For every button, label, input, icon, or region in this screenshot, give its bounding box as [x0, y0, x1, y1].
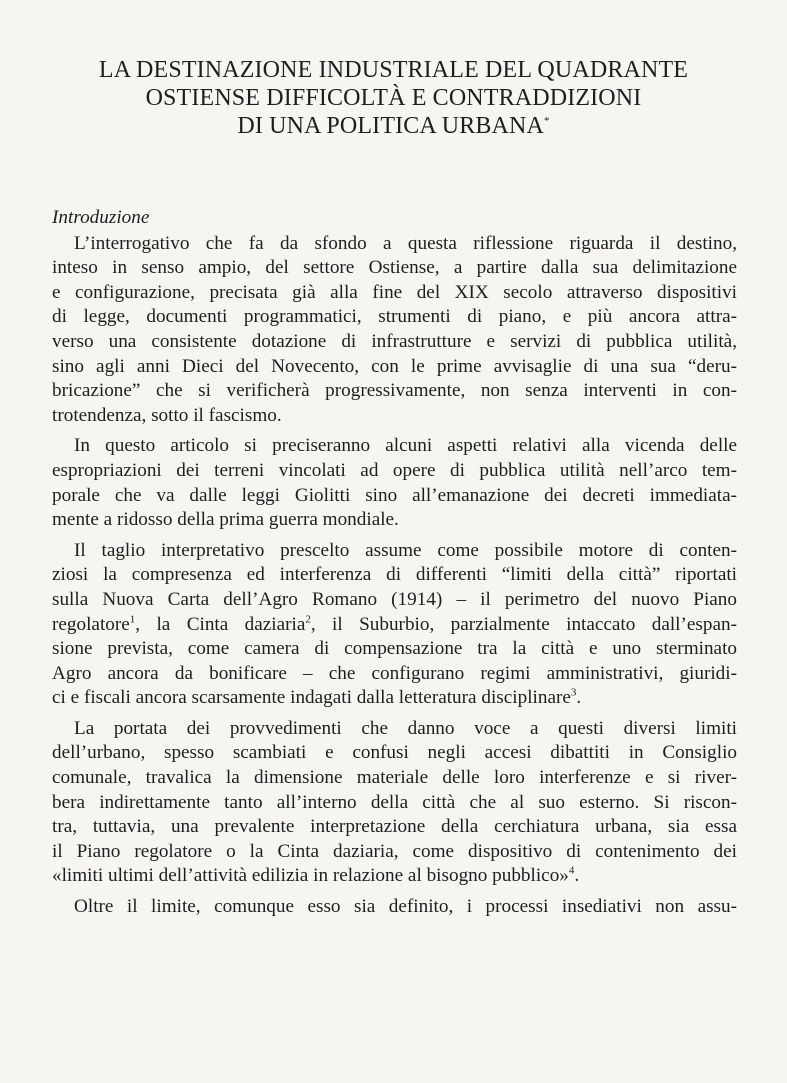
- title-line: [60, 112, 727, 140]
- text-line: e configurazione, precisata già alla fine del XIX secolo attraverso dispositivi: [52, 281, 737, 303]
- text-line: La portata dei provvedimenti che danno voce a questi diversi limiti: [74, 717, 737, 739]
- text-line: tra, tuttavia, una prevalente interpretazione della cerchiatura urbana, sia essa: [52, 816, 737, 838]
- article-title: [60, 56, 727, 140]
- text-line: di legge, documenti programmatici, strumenti di piano, e più ancora attra-: [52, 306, 737, 328]
- text-line: comunale, travalica la dimensione materiale delle loro interferenze e si river-: [52, 767, 737, 789]
- text-line: mente a ridosso della prima guerra mondiale.: [52, 509, 399, 531]
- text-line: sulla Nuova Carta dell’Agro Romano (1914) – il perimetro del nuovo Piano: [52, 588, 737, 610]
- text-line: trotendenza, sotto il fascismo.: [52, 404, 282, 426]
- footnote-reference: 3: [570, 686, 577, 699]
- text-line: L’interrogativo che fa da sfondo a questa riflessione riguarda il destino,: [74, 232, 737, 254]
- text-line: bricazione” che si verificherà progressivamente, non senza interventi in con-: [52, 380, 737, 402]
- text-line: sino agli anni Dieci del Novecento, con le prime avvisaglie di una sua “deru-: [52, 355, 737, 377]
- text-line: «limiti ultimi dell’attività edilizia in relazione al bisogno pubblico»$^4$.: [52, 865, 580, 887]
- paragraphs-container: [52, 232, 737, 920]
- paragraph: [52, 539, 737, 711]
- footnote-reference: 1: [129, 613, 136, 626]
- text-line: sione prevista, come camera di compensazione tra la città e uno sterminato: [52, 638, 737, 660]
- footnote-reference: 4: [568, 865, 575, 878]
- text-line: Agro ancora da bonificare – che configurano regimi amministrativi, giuridi-: [52, 662, 737, 684]
- section-heading: Introduzione: [52, 207, 150, 228]
- text-line: dell’urbano, spesso scambiati e confusi negli accesi dibattiti in Consiglio: [52, 742, 737, 764]
- text-line: Oltre il limite, comunque esso sia definito, i processi insediativi non assu-: [74, 896, 737, 918]
- paragraph: [52, 895, 737, 920]
- text-line: inteso in senso ampio, del settore Ostiense, a partire dalla sua delimitazione: [52, 257, 737, 279]
- article-body: [52, 206, 737, 926]
- footnote-reference: 2: [305, 613, 311, 626]
- text-line: porale che va dalle leggi Giolitti sino all’emanazione dei decreti immediata-: [52, 484, 737, 506]
- paragraph: [52, 434, 737, 532]
- paragraph: [52, 232, 737, 429]
- text-line: ci e fiscali ancora scarsamente indagati dalla letteratura disciplinare$^3$.: [52, 686, 582, 709]
- text-line: verso una consistente dotazione di infrastrutture e servizi di pubblica utilità,: [52, 330, 737, 352]
- text-line: In questo articolo si preciseranno alcuni aspetti relativi alla vicenda delle: [74, 435, 737, 457]
- text-line: Il taglio interpretativo prescelto assume come possibile motore di conten-: [74, 539, 737, 561]
- text-line: espropriazioni dei terreni vincolati ad opere di pubblica utilità nell’arco tem-: [52, 459, 737, 481]
- title-footnote-mark: *: [543, 115, 550, 127]
- title-line: LA DESTINAZIONE INDUSTRIALE DEL QUADRANTE: [98, 57, 689, 83]
- text-line: bera indirettamente tanto all’interno della città che al suo esterno. Si riscon-: [52, 791, 737, 813]
- text-line: regolatore$^1$, la Cinta daziaria$^2$, il Suburbio, parzialmente intaccato dall’espan-: [52, 613, 737, 635]
- title-line: OSTIENSE DIFFICOLTÀ E CONTRADDIZIONI: [145, 85, 642, 111]
- text-line: ziosi la compresenza ed interferenza di differenti “limiti della città” riportati: [52, 564, 737, 586]
- title-line-text: DI UNA POLITICA URBANA: [237, 113, 544, 139]
- text-line: il Piano regolatore o la Cinta daziaria, come dispositivo di contenimento dei: [52, 840, 737, 862]
- paragraph: [52, 717, 737, 889]
